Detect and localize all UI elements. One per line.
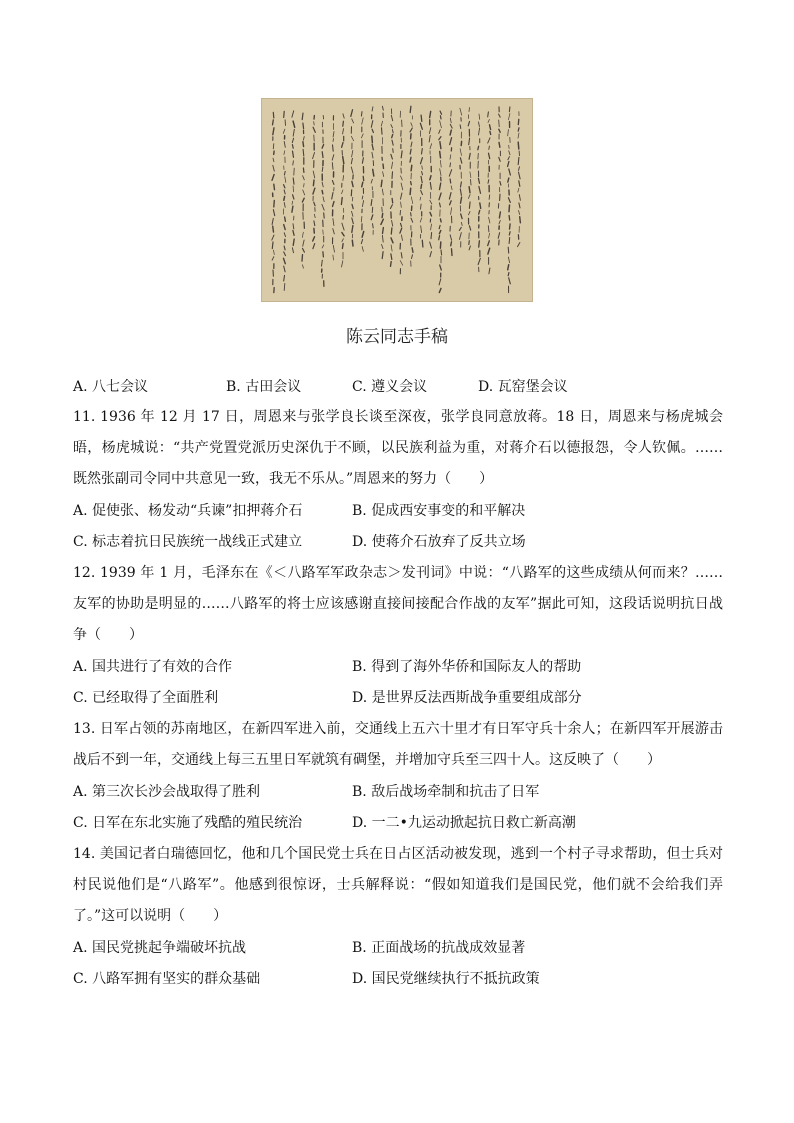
handwriting-stroke: [452, 249, 453, 256]
handwriting-stroke: [469, 202, 470, 208]
handwriting-stroke: [381, 180, 382, 186]
handwriting-stroke: [422, 149, 423, 154]
q10-option-c[interactable]: C. 遵义会议: [352, 379, 428, 395]
handwriting-stroke: [488, 112, 489, 117]
handwriting-stroke: [490, 131, 491, 134]
handwriting-stroke: [322, 167, 323, 171]
handwriting-stroke: [499, 212, 500, 218]
handwriting-stroke: [392, 172, 393, 179]
handwriting-stroke: [284, 284, 285, 291]
handwriting-stroke: [411, 213, 412, 216]
q13-option-c[interactable]: C. 日军在东北实施了残酷的殖民统治: [73, 815, 303, 831]
q13-option-b[interactable]: B. 敌后战场牵制和抗击了日军: [352, 784, 540, 800]
manuscript-handwriting: [261, 98, 533, 302]
handwriting-stroke: [509, 232, 510, 235]
handwriting-stroke: [488, 226, 489, 232]
handwriting-stroke: [372, 207, 373, 212]
handwriting-stroke: [303, 142, 304, 147]
handwriting-stroke: [508, 247, 509, 253]
handwriting-stroke: [304, 184, 305, 188]
handwriting-stroke: [383, 164, 384, 168]
q11-option-b[interactable]: B. 促成西安事变的和平解决: [352, 503, 526, 519]
q12-option-b[interactable]: B. 得到了海外华侨和国际友人的帮助: [352, 659, 582, 675]
handwriting-stroke: [371, 200, 372, 206]
handwriting-stroke: [272, 242, 273, 249]
handwriting-stroke: [421, 185, 422, 189]
handwriting-stroke: [343, 121, 344, 126]
handwriting-stroke: [284, 197, 285, 201]
handwriting-stroke: [469, 108, 470, 112]
handwriting-stroke: [509, 107, 510, 112]
handwriting-stroke: [303, 149, 304, 156]
handwriting-stroke: [509, 238, 510, 244]
figure-caption: 陈云同志手稿: [346, 327, 448, 347]
handwriting-stroke: [460, 125, 461, 129]
q11-stem: 11. 1936 年 12 月 17 日，周恩来与张学良长谈至深夜，张学良同意放蒋。18 日，周恩来与杨虎城会晤，杨虎城说：“共产党置党派历史深仇于不顾，以民族利益为重，对蒋介石以德报怨，令人钦佩。……既然张副司令同中共意见一致，我无不乐从。”周恩来的努力（ ）: [73, 409, 723, 487]
handwriting-stroke: [508, 265, 509, 270]
q12-option-c[interactable]: C. 已经取得了全面胜利: [73, 690, 219, 706]
handwriting-stroke: [518, 142, 519, 149]
handwriting-stroke: [313, 180, 314, 186]
handwriting-stroke: [342, 244, 343, 249]
handwriting-stroke: [302, 255, 303, 261]
handwriting-stroke: [440, 219, 441, 222]
handwriting-stroke: [341, 198, 342, 205]
q14-stem: 14. 美国记者白瑞德回忆，他和几个国民党士兵在日占区活动被发现，逃到一个村子寻求帮助，但士兵对村民说他们是“八路军”。他感到很惊讶，士兵解释说：“假如知道我们是国民党，他们就不会给我们弄了。”这可以说明（ ）: [73, 846, 723, 924]
handwriting-stroke: [274, 184, 275, 190]
handwriting-stroke: [382, 128, 383, 134]
handwriting-stroke: [324, 213, 325, 218]
handwriting-stroke: [302, 113, 303, 120]
handwriting-stroke: [411, 165, 412, 171]
manuscript-image: [261, 98, 533, 302]
handwriting-stroke: [480, 203, 481, 208]
handwriting-stroke: [520, 217, 521, 223]
handwriting-stroke: [508, 273, 509, 276]
q11-option-c[interactable]: C. 标志着抗日民族统一战线正式建立: [73, 534, 303, 550]
q13-stem: 13. 日军占领的苏南地区，在新四军进入前，交通线上五六十里才有日军守兵十余人；在新四军开展游击战后不到一年，交通线上每三五里日军就筑有碉堡，并增加守兵至三四十人。这反映了（ ）: [73, 721, 723, 768]
handwriting-stroke: [412, 248, 413, 253]
handwriting-stroke: [489, 195, 490, 199]
q14-option-b[interactable]: B. 正面战场的抗战成效显著: [352, 940, 526, 956]
handwriting-stroke: [391, 228, 392, 234]
handwriting-stroke: [273, 144, 274, 149]
handwriting-stroke: [440, 152, 441, 158]
handwriting-stroke: [479, 241, 480, 247]
handwriting-stroke: [293, 178, 294, 184]
handwriting-stroke: [273, 120, 274, 125]
handwriting-stroke: [303, 123, 304, 129]
handwriting-stroke: [422, 240, 423, 247]
handwriting-stroke: [372, 136, 373, 143]
q10-option-b[interactable]: B. 古田会议: [226, 379, 302, 395]
handwriting-stroke: [440, 142, 441, 149]
handwriting-stroke: [392, 198, 393, 203]
handwriting-stroke: [333, 139, 334, 142]
handwriting-stroke: [273, 226, 274, 232]
q10-option-d[interactable]: D. 瓦窑堡会议: [478, 379, 568, 395]
handwriting-stroke: [352, 240, 353, 246]
handwriting-stroke: [343, 216, 344, 220]
handwriting-stroke: [393, 149, 394, 153]
q13-option-d[interactable]: D. 一二•九运动掀起抗日救亡新高潮: [352, 815, 576, 831]
handwriting-stroke: [518, 158, 519, 165]
handwriting-stroke: [362, 196, 363, 199]
q11-option-a[interactable]: A. 促使张、杨发动“兵谏”扣押蒋介石: [73, 503, 303, 519]
q11-option-d[interactable]: D. 使蒋介石放弃了反共立场: [352, 534, 526, 550]
handwriting-stroke: [451, 242, 452, 246]
handwriting-stroke: [292, 145, 293, 149]
q12-option-d[interactable]: D. 是世界反法西斯战争重要组成部分: [352, 690, 582, 706]
handwriting-stroke: [499, 142, 500, 147]
handwriting-stroke: [478, 146, 479, 149]
q14-option-d[interactable]: D. 国民党继续执行不抵抗政策: [352, 971, 540, 987]
handwriting-stroke: [489, 146, 490, 149]
handwriting-stroke: [441, 250, 442, 255]
handwriting-stroke: [284, 111, 285, 117]
q12-stem: 12. 1939 年 1 月，毛泽东在《＜八路军军政杂志＞发刊词》中说：“八路军的这些成绩从何而来？……友军的协助是明显的……八路军的将士应该感谢直接间接配合作战的友军”据此可知，这段话说明抗日战争（ ）: [73, 565, 723, 643]
q14-option-c[interactable]: C. 八路军拥有坚实的群众基础: [73, 971, 261, 987]
handwriting-stroke: [322, 191, 323, 194]
handwriting-stroke: [499, 120, 500, 127]
handwriting-stroke: [411, 182, 412, 185]
handwriting-stroke: [469, 187, 470, 193]
handwriting-stroke: [469, 241, 470, 245]
handwriting-stroke: [285, 217, 286, 221]
handwriting-stroke: [292, 206, 293, 212]
handwriting-stroke: [363, 176, 364, 180]
handwriting-stroke: [508, 178, 509, 182]
handwriting-stroke: [510, 224, 511, 229]
handwriting-stroke: [431, 233, 432, 239]
handwriting-stroke: [410, 188, 411, 194]
q12-option-a[interactable]: A. 国共进行了有效的合作: [73, 659, 233, 675]
handwriting-stroke: [450, 163, 451, 167]
handwriting-stroke: [303, 168, 304, 172]
handwriting-stroke: [509, 205, 510, 212]
handwriting-stroke: [323, 252, 324, 257]
handwriting-stroke: [410, 106, 411, 112]
handwriting-stroke: [314, 122, 315, 125]
handwriting-stroke: [421, 204, 422, 209]
handwriting-stroke: [518, 128, 519, 131]
handwriting-stroke: [391, 262, 392, 267]
handwriting-stroke: [382, 214, 383, 218]
handwriting-stroke: [439, 236, 440, 240]
handwriting-stroke: [333, 145, 334, 151]
handwriting-stroke: [361, 112, 362, 116]
handwriting-stroke: [274, 200, 275, 207]
handwriting-stroke: [440, 116, 441, 119]
handwriting-stroke: [471, 180, 472, 186]
handwriting-stroke: [421, 115, 422, 121]
handwriting-stroke: [352, 197, 353, 201]
handwriting-stroke: [392, 135, 393, 138]
handwriting-stroke: [273, 112, 274, 118]
handwriting-stroke: [518, 119, 519, 124]
q10-option-a[interactable]: A. 八七会议: [73, 379, 149, 395]
handwriting-stroke: [373, 224, 374, 228]
handwriting-stroke: [450, 179, 451, 183]
handwriting-stroke: [293, 161, 294, 165]
handwriting-stroke: [383, 228, 384, 234]
handwriting-stroke: [322, 152, 323, 158]
q14-option-a[interactable]: A. 国民党挑起争端破坏抗战: [73, 940, 247, 956]
handwriting-stroke: [509, 216, 510, 221]
q13-option-a[interactable]: A. 第三次长沙会战取得了胜利: [73, 784, 261, 800]
